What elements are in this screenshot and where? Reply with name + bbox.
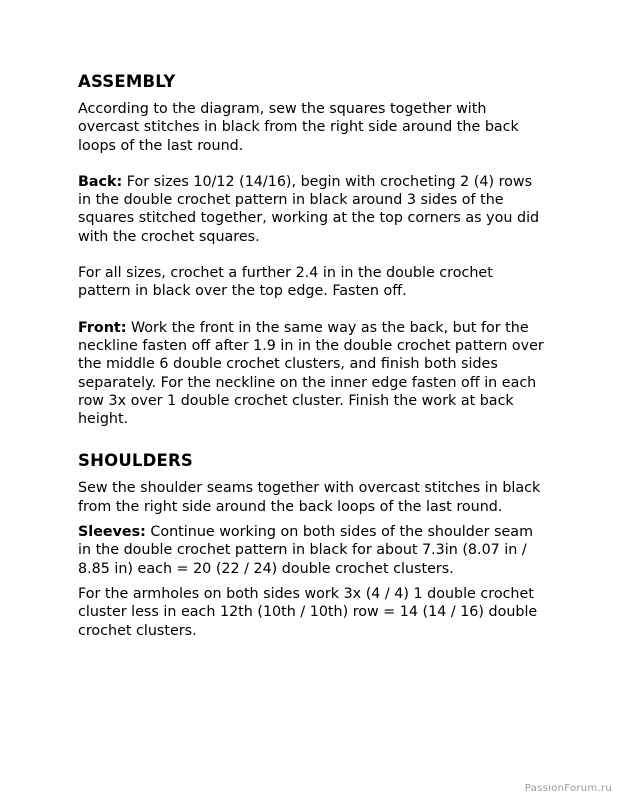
sleeves-text: Continue working on both sides of the shoulder seam in the double crochet pattern in black for about 7.3in (8.07 in / 8.85 in) each = 20 (22 / 24) double crochet clusters. xyxy=(78,524,533,577)
sleeves-paragraph xyxy=(78,523,548,578)
assembly-heading: ASSEMBLY xyxy=(78,72,176,91)
assembly-intro: According to the diagram, sew the squares together with overcast stitches in black from the right side around the back loops of the last round. xyxy=(78,101,519,154)
shoulders-intro: Sew the shoulder seams together with overcast stitches in black from the right side around the back loops of the last round. xyxy=(78,480,541,515)
back-label: Back: xyxy=(78,173,123,190)
all-sizes-paragraph: For all sizes, crochet a further 2.4 in in the double crochet pattern in black over the top edge. Fasten off. xyxy=(78,265,493,300)
back-paragraph xyxy=(78,173,548,246)
sleeves-label: Sleeves: xyxy=(78,524,146,541)
back-text: For sizes 10/12 (14/16), begin with crocheting 2 (4) rows in the double crochet pattern in black around 3 sides of the squares stitched together, working at the top corners as you did with the crochet squares. xyxy=(78,173,540,245)
front-paragraph xyxy=(78,319,548,429)
site-watermark: PassionForum.ru xyxy=(524,783,612,794)
front-label: Front: xyxy=(78,319,127,336)
shoulders-heading: SHOULDERS xyxy=(78,451,193,471)
document-page xyxy=(78,72,548,640)
front-text: Work the front in the same way as the back, but for the neckline fasten off after 1.9 in in the double crochet pattern over the middle 6 double crochet clusters, and finish both sides separately. For the neckline on the inner edge fasten off in each row 3x over 1 double crochet cluster. Finish the work at back height. xyxy=(78,319,544,428)
armholes-paragraph: For the armholes on both sides work 3x (4 / 4) 1 double crochet cluster less in each 12th (10th / 10th) row = 14 (14 / 16) double crochet clusters. xyxy=(78,585,538,639)
